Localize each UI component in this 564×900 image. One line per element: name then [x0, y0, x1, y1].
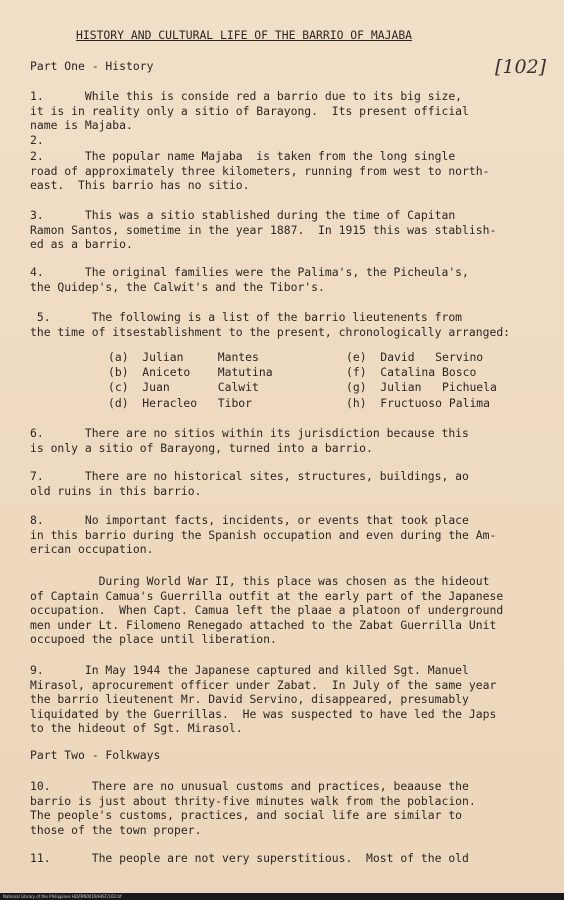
paragraph-3: 3. This was a sitio stablished during the time of Capitan Ramon Santos, sometime in the year 1887. In 1915 this was stablish- ed as a barrio.	[30, 208, 497, 251]
page-number: [102]	[495, 56, 547, 78]
paragraph-4: 4. The original families were the Palima's, the Picheula's, the Quidep's, the Calwit's and the Tibor's.	[30, 265, 469, 294]
paragraph-11: 11. The people are not very superstitious. Most of the old	[30, 851, 469, 865]
lieutenant-list-right	[346, 350, 497, 411]
paragraph-8-continued: During World War II, this place was chosen as the hideout of Captain Camua's Guerrilla outfit at the early part of the Japanese occupation. When Capt. Camua left the plaae a platoon of underground men under Lt. Filomeno Renegado attached to the Zabat Guerrilla Unit occupoed the place until liberation.	[30, 574, 504, 646]
list-item: (e) David Servino	[346, 350, 484, 364]
list-item: (g) Julian Pichuela	[346, 380, 497, 395]
list-item: (h) Fructuoso Palima	[346, 395, 491, 410]
part-two-heading: Part Two - Folkways	[30, 748, 161, 762]
paragraph-5: 5. The following is a list of the barrio lieutenents from the time of itsestablishment to the present, chronologically arranged:	[30, 310, 511, 339]
paragraph-10: 10. There are no unusual customs and practices, beaause the barrio is just about thrity-five minutes walk from the poblacion. The people's customs, practices, and social life are similar to those of the town proper.	[30, 779, 476, 837]
paragraph-9: 9. In May 1944 the Japanese captured and killed Sgt. Manuel Mirasol, aprocurement officer under Zabat. In July of the same year the barrio lieutenent Mr. David Servino, disappeared, presumably liquidated by the Guerrillas. He was suspected to have led the Japs to the hideout of Sgt. Mirasol.	[30, 663, 497, 735]
archive-footer: National Library of the Philippines HD/IRN0019/HIST/102.tif	[0, 893, 564, 900]
part-one-heading: Part One - History	[30, 59, 154, 73]
paragraph-8: 8. No important facts, incidents, or events that took place in this barrio during the Spanish occupation and even during the Am- erican occupation.	[30, 513, 497, 556]
list-item: (f) Catalina Bosco	[346, 365, 477, 380]
list-item: (c) Juan Calwit	[108, 380, 259, 395]
list-item: (b) Aniceto Matutina	[108, 365, 273, 380]
list-item: (a) Julian Mantes	[108, 350, 259, 364]
paragraph-2: 2. The popular name Majaba is taken from the long single road of approximately three kilometers, running from west to north- east. This barrio has no sitio.	[30, 149, 490, 192]
paragraph-7: 7. There are no historical sites, structures, buildings, ao old ruins in this barrio.	[30, 469, 469, 498]
lieutenant-list-left	[108, 350, 273, 411]
document-title: HISTORY AND CULTURAL LIFE OF THE BARRIO OF MAJABA	[76, 28, 413, 42]
list-item: (d) Heracleo Tibor	[108, 395, 253, 410]
paragraph-1: 1. While this is conside red a barrio due to its big size, it is in reality only a sitio of Barayong. Its present official name is Majaba. 2.	[30, 89, 469, 147]
paragraph-6: 6. There are no sitios within its jurisdiction because this is only a sitio of Barayong, turned into a barrio.	[30, 426, 469, 455]
